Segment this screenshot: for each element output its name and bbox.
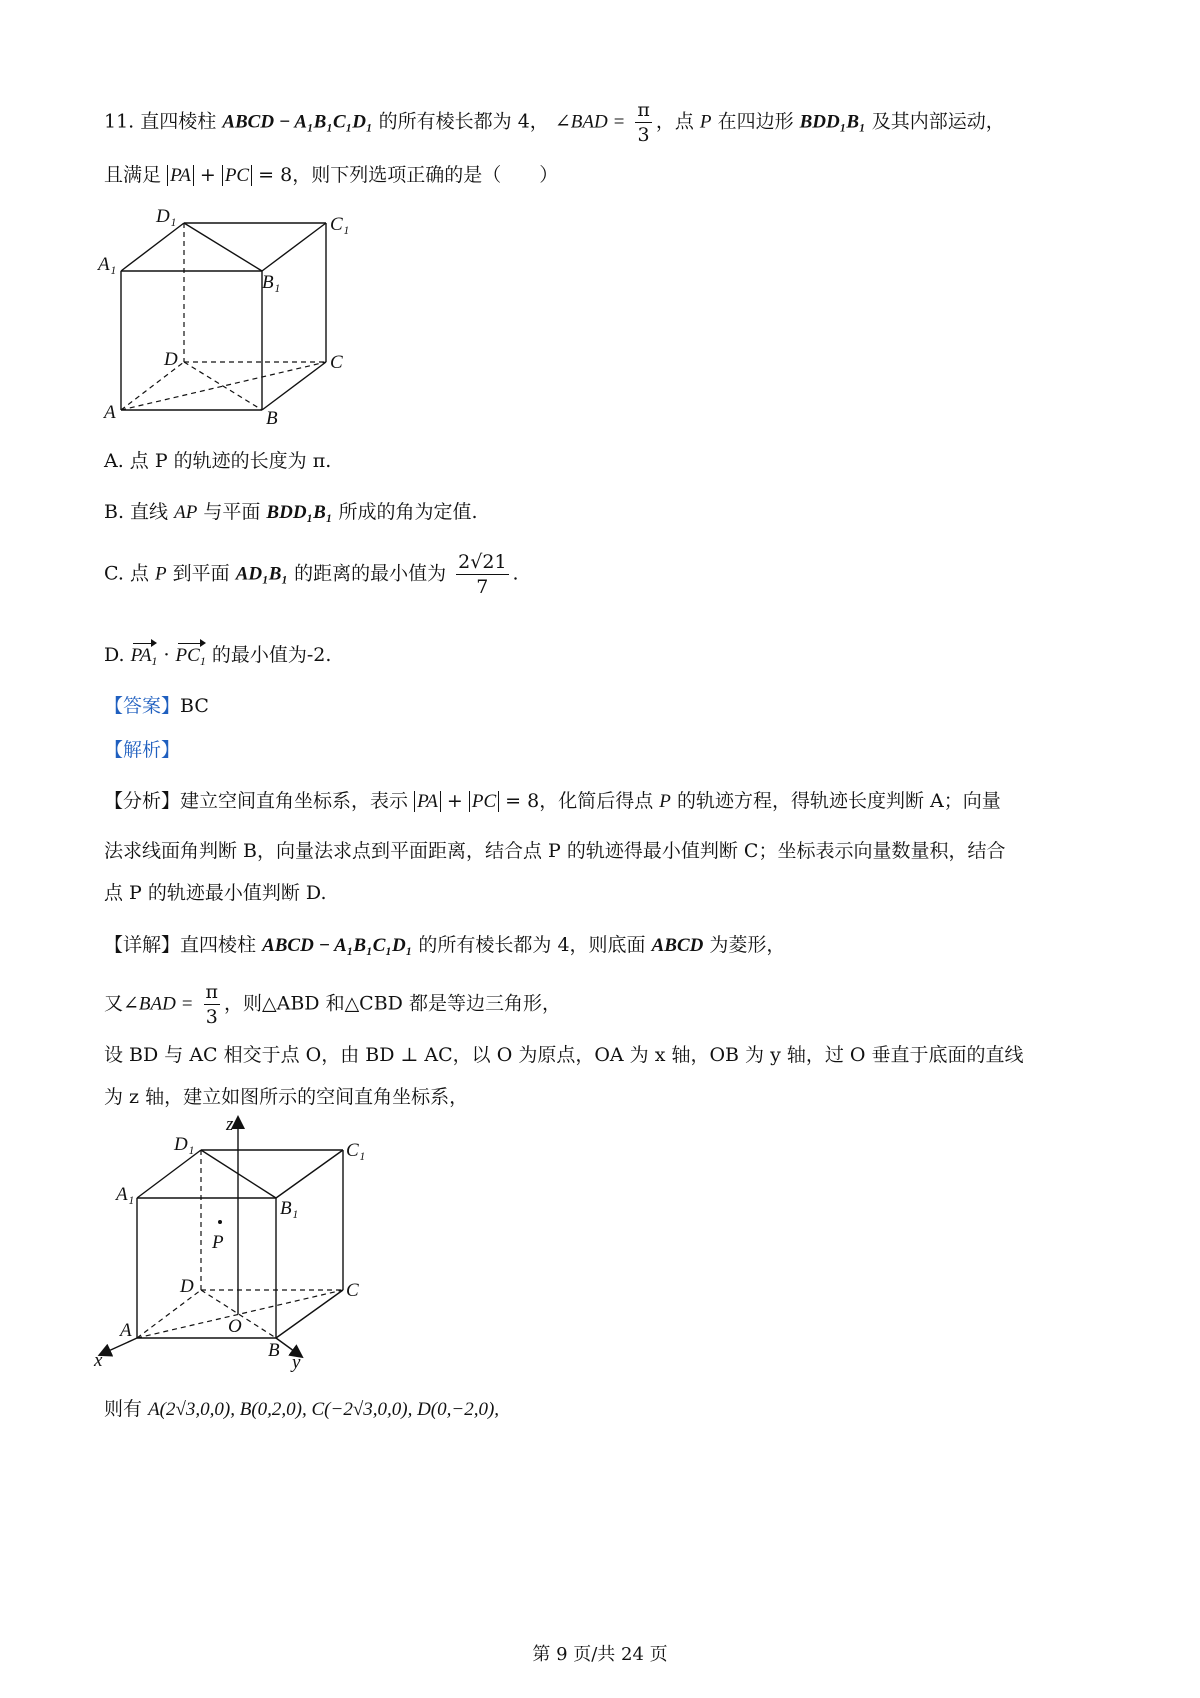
option-c-text: 到平面 <box>172 562 230 585</box>
option-c-text: 的距离的最小值为 <box>294 562 447 585</box>
label-C1: C₁ <box>346 1140 366 1161</box>
option-d-label: D. <box>104 644 125 666</box>
label-A1: A₁ <box>116 1184 135 1205</box>
xiangjie-line-4: 为 z 轴，建立如图所示的空间直角坐标系， <box>104 1086 469 1108</box>
xiangjie-text: 直四棱柱 <box>180 934 257 956</box>
base-name: ABCD <box>651 935 704 956</box>
answer-tag: 【答案】 <box>104 695 181 717</box>
analysis-tag <box>104 735 180 762</box>
option-b-text: 所成的角为定值. <box>338 501 478 523</box>
pi-over-3: $\frac{\pi}{3}$ <box>637 99 650 146</box>
fenxi-text: = 8，化简后得点 <box>505 790 654 812</box>
label-B1: B₁ <box>262 272 281 293</box>
axis-y-label: y <box>292 1352 301 1373</box>
label-B1: B₁ <box>280 1198 299 1219</box>
label-C: C <box>330 352 343 373</box>
label-C1: C₁ <box>330 214 350 235</box>
option-b-text: 与平面 <box>203 501 261 523</box>
vector-pc1: $PC_1$ <box>175 645 206 668</box>
point-p: P <box>699 111 712 133</box>
xiangjie-text: ，则△ABD 和△CBD 都是等边三角形， <box>224 992 561 1015</box>
fenxi-text: 的轨迹方程，得轨迹长度判断 A；向量 <box>676 790 1001 812</box>
point-p: P <box>659 791 671 812</box>
option-d-text: 的最小值为-2. <box>211 644 332 666</box>
coords-prefix: 则有 <box>104 1398 143 1420</box>
answer-value: BC <box>180 695 209 717</box>
coordinate-figure-2 <box>90 1110 390 1380</box>
plane-name: AD₁B₁ <box>235 563 289 585</box>
prism-figure-1 <box>90 200 370 430</box>
label-A: A <box>120 1320 132 1341</box>
xiangjie-text: 又 <box>104 992 124 1015</box>
point-p: P <box>155 563 167 585</box>
xiangjie-line-1 <box>104 930 785 957</box>
stem-text: 直四棱柱 <box>140 110 217 133</box>
label-D1: D₁ <box>156 206 177 227</box>
line-ap: AP <box>174 502 198 523</box>
stem-text: 的所有棱长都为 4， <box>378 110 549 133</box>
vector-pa1: $PA_1$ <box>130 645 158 668</box>
option-c-text: C. 点 <box>104 562 149 585</box>
option-a: A. 点 P 的轨迹的长度为 π. <box>104 450 332 472</box>
coords-line <box>104 1394 499 1421</box>
fenxi-tag: 【分析】 <box>104 790 181 812</box>
stem-text: ，点 <box>655 110 694 133</box>
fenxi-line-1: 【分析】建立空间直角坐标系，表示 PA + PC = 8，化简后得点 P 的轨迹方程，得轨迹长度判断 A；向量 <box>104 790 1001 812</box>
period: . <box>512 562 519 585</box>
coords-values: A(2√3,0,0), B(0,2,0), C(−2√3,0,0), D(0,−2,0), <box>148 1399 500 1420</box>
stem-text: 且满足 <box>104 164 162 186</box>
prism-name: ABCD − A₁B₁C₁D₁ <box>262 935 413 956</box>
stem-text: 在四边形 <box>717 110 794 133</box>
min-distance-fraction: $\frac{2√21}{7}$ <box>458 551 507 598</box>
option-d: D. $PA_1 \cdot PC_1$ 的最小值为-2. <box>104 644 332 668</box>
fenxi-text: 建立空间直角坐标系，表示 <box>180 790 409 812</box>
label-C: C <box>346 1280 359 1301</box>
xiangjie-tag: 【详解】 <box>104 934 181 956</box>
xiangjie-line-2 <box>104 980 561 1029</box>
axis-z-label: z <box>226 1114 234 1135</box>
abs-pa: PA <box>414 791 441 812</box>
abs-pa: PA <box>167 165 194 186</box>
label-A1: A₁ <box>98 254 117 275</box>
xiangjie-line-3: 设 BD 与 AC 相交于点 O，由 BD ⊥ AC，以 O 为原点，OA 为 x 轴，OB 为 y 轴，过 O 垂直于底面的直线 <box>104 1044 1024 1066</box>
prism-name: ABCD − A₁B₁C₁D₁ <box>222 111 373 133</box>
question-line-2: 且满足 PA + PC = 8，则下列选项正确的是（ ） <box>104 164 559 186</box>
abs-pc: PC <box>222 165 252 186</box>
point-p-dot <box>218 1220 222 1224</box>
label-A: A <box>104 402 116 423</box>
option-c <box>104 550 519 599</box>
fenxi-line-3: 点 P 的轨迹最小值判断 D. <box>104 882 327 904</box>
page-footer: 第 9 页/共 24 页 <box>532 1644 668 1665</box>
label-D1: D₁ <box>174 1134 195 1155</box>
option-b-text: B. 直线 <box>104 501 169 523</box>
label-B: B <box>268 1340 280 1361</box>
answer-line <box>104 691 209 718</box>
option-b <box>104 497 478 524</box>
label-O: O <box>228 1316 242 1337</box>
stem-text: 及其内部运动， <box>871 110 1005 133</box>
label-D: D <box>164 349 178 370</box>
question-number: 11. <box>104 110 135 133</box>
angle-expr: ∠BAD = <box>123 993 194 1015</box>
pi-over-3: $\frac{\pi}{3}$ <box>205 981 218 1028</box>
angle-expr: ∠BAD = <box>554 111 626 133</box>
fenxi-line-2: 法求线面角判断 B，向量法求点到平面距离，结合点 P 的轨迹得最小值判断 C；坐标表示向量数量积，结合 <box>104 840 1006 862</box>
quad-name: BDD₁B₁ <box>799 111 866 133</box>
question-line-1 <box>104 98 1005 147</box>
label-P: P <box>212 1232 224 1253</box>
label-D: D <box>180 1276 194 1297</box>
axis-x-label: x <box>94 1350 103 1371</box>
label-B: B <box>266 408 278 429</box>
analysis-tag-text: 【解析】 <box>104 739 181 761</box>
stem-text: = 8，则下列选项正确的是（ ） <box>258 164 559 186</box>
xiangjie-text: 的所有棱长都为 4，则底面 <box>418 934 646 956</box>
xiangjie-text: 为菱形， <box>709 934 786 956</box>
abs-pc: PC <box>469 791 499 812</box>
plane-name: BDD₁B₁ <box>266 502 333 523</box>
